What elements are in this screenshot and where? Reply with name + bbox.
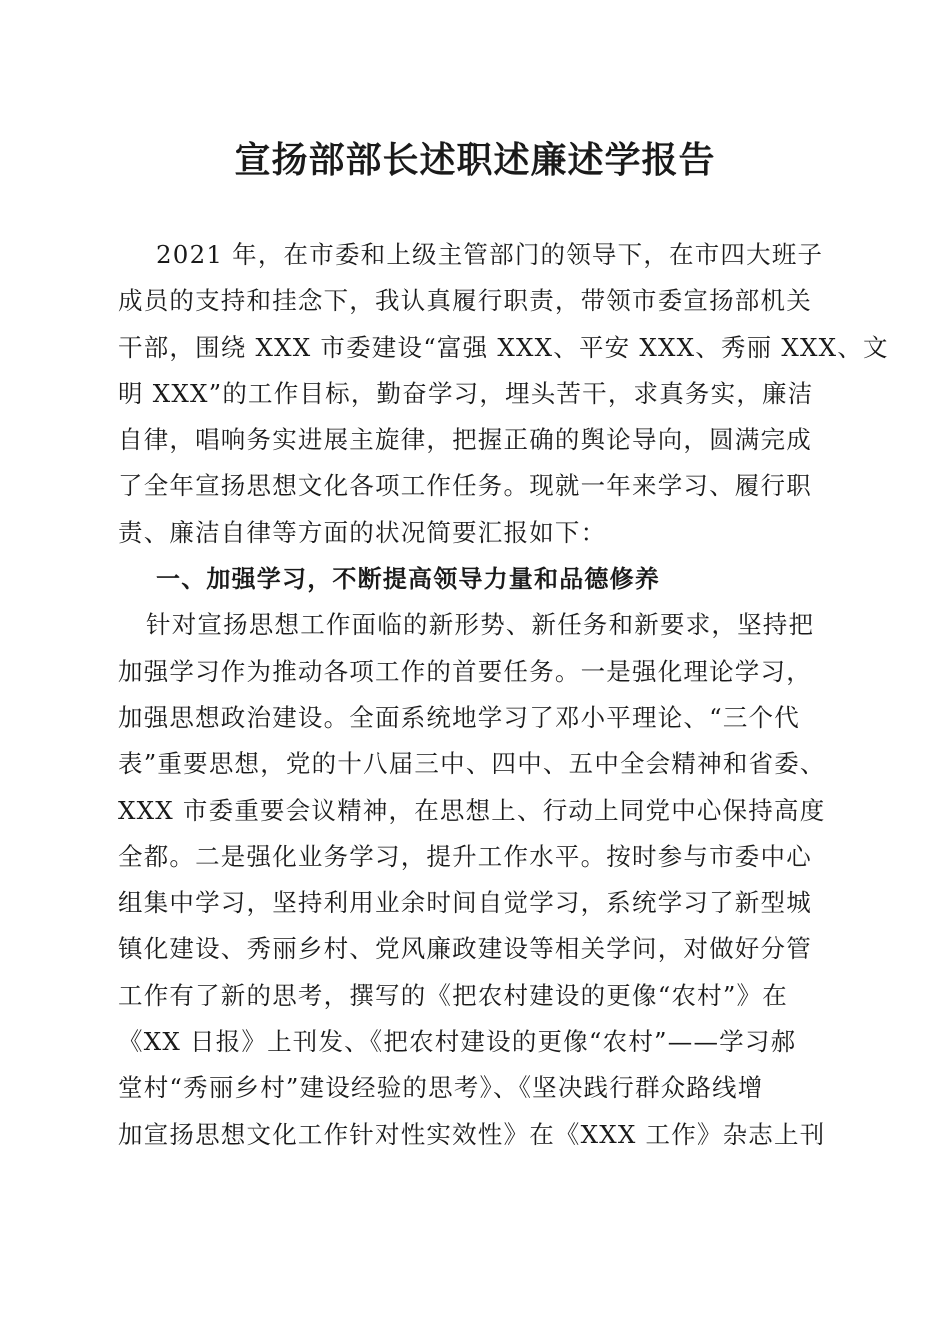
paragraph-line: 堂村“秀丽乡村”建设经验的思考》、《坚决践行群众路线增: [118, 1073, 764, 1103]
paragraph-line: 全都。二是强化业务学习，提升工作水平。按时参与市委中心: [118, 841, 812, 871]
paragraph-line: 加强思想政治建设。全面系统地学习了邓小平理论、“三个代: [118, 702, 800, 732]
paragraph-line: 成员的支持和挂念下，我认真履行职责，带领市委宣扬部机关: [118, 286, 812, 316]
paragraph-line: 自律，唱响务实进展主旋律，把握正确的舆论导向，圆满完成: [118, 425, 812, 455]
paragraph-line: 加宣扬思想文化工作针对性实效性》在《XXX 工作》杂志上刊: [118, 1119, 826, 1149]
paragraph-line: 表”重要思想，党的十八届三中、四中、五中全会精神和省委、: [118, 749, 826, 779]
paragraph-line: 干部，围绕 XXX 市委建设“富强 XXX、平安 XXX、秀丽 XXX、文: [118, 332, 889, 362]
paragraph-line: 明 XXX”的工作目标，勤奋学习，埋头苦干，求真务实，廉洁: [118, 378, 814, 408]
paragraph-line: 责、廉洁自律等方面的状况简要汇报如下：: [118, 517, 607, 547]
paragraph-line: 加强学习作为推动各项工作的首要任务。一是强化理论学习，: [118, 656, 812, 686]
paragraph-line: 《XX 日报》上刊发、《把农村建设的更像“农村”——学习郝: [118, 1027, 797, 1057]
paragraph-line: XXX 市委重要会议精神，在思想上、行动上同党中心保持高度: [118, 795, 826, 825]
paragraph-line: 了全年宣扬思想文化各项工作任务。现就一年来学习、履行职: [118, 471, 812, 501]
paragraph-line: 组集中学习，坚持利用业余时间自觉学习，系统学习了新型城: [118, 888, 812, 918]
document-body: [118, 232, 889, 1158]
section-heading: 一、加强学习，不断提高领导力量和品德修养: [156, 565, 660, 594]
paragraph-line: 针对宣扬思想工作面临的新形势、新任务和新要求，坚持把: [146, 610, 815, 640]
paragraph-line: 工作有了新的思考，撰写的《把农村建设的更像“农村”》在: [118, 980, 788, 1010]
paragraph-line: 镇化建设、秀丽乡村、党风廉政建设等相关学问，对做好分管: [118, 934, 812, 964]
paragraph-line: 2021 年，在市委和上级主管部门的领导下，在市四大班子: [156, 240, 824, 269]
document-title: 宣扬部部长述职述廉述学报告: [234, 139, 716, 181]
